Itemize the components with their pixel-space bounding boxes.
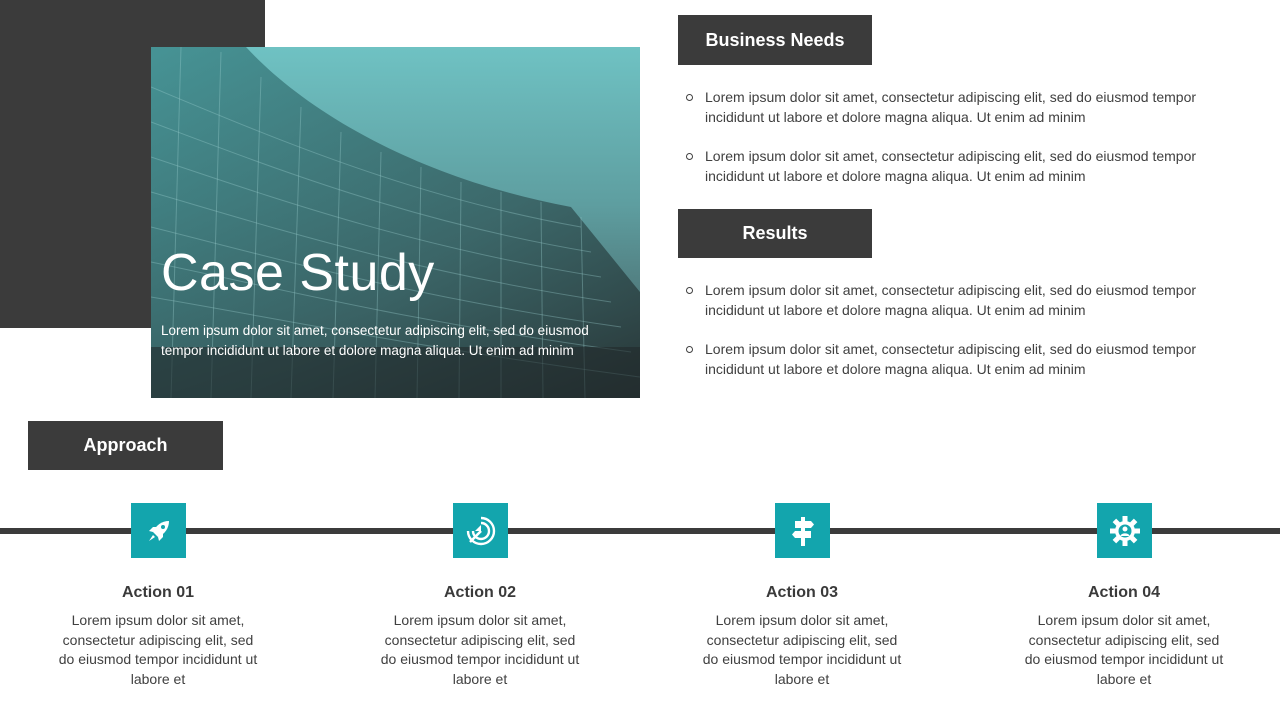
action-04-title: Action 04 (1087, 584, 1160, 601)
bullet-circle-icon (686, 94, 693, 101)
rocket-icon (131, 503, 186, 558)
target-arrow-icon (453, 503, 508, 558)
action-02-title: Action 02 (443, 584, 516, 601)
list-item: Lorem ipsum dolor sit amet, consectetur adipiscing elit, sed do eiusmod tempor incididunt ut labore et dolore magna aliqua. Ut enim ad minim (686, 147, 1231, 186)
action-04-text: Lorem ipsum dolor sit amet, consectetur adipiscing elit, sed do eiusmod tempor incididunt ut labore et (1024, 612, 1224, 687)
action-03-title: Action 03 (765, 584, 838, 601)
list-item: Lorem ipsum dolor sit amet, consectetur adipiscing elit, sed do eiusmod tempor incididunt ut labore et dolore magna aliqua. Ut enim ad minim (686, 281, 1231, 320)
action-03-text: Lorem ipsum dolor sit amet, consectetur adipiscing elit, sed do eiusmod tempor incididunt ut labore et (702, 612, 902, 687)
business-needs-label: Business Needs (678, 15, 872, 65)
bullet-circle-icon (686, 153, 693, 160)
results-label: Results (678, 209, 872, 258)
approach-label: Approach (28, 421, 223, 470)
signpost-icon (775, 503, 830, 558)
timeline-line (0, 528, 1280, 534)
action-02-text: Lorem ipsum dolor sit amet, consectetur adipiscing elit, sed do eiusmod tempor incididunt ut labore et (380, 612, 580, 687)
hero-title: Case Study (161, 244, 435, 302)
hero-image-panel (151, 47, 640, 398)
gear-icon (1097, 503, 1152, 558)
list-item: Lorem ipsum dolor sit amet, consectetur adipiscing elit, sed do eiusmod tempor incididunt ut labore et dolore magna aliqua. Ut enim ad minim (686, 88, 1231, 127)
bullet-circle-icon (686, 287, 693, 294)
action-01-text: Lorem ipsum dolor sit amet, consectetur adipiscing elit, sed do eiusmod tempor incididunt ut labore et (58, 612, 258, 687)
business-needs-list (686, 88, 1231, 206)
hero-description: Lorem ipsum dolor sit amet, consectetur adipiscing elit, sed do eiusmod tempor incididunt ut labore et dolore magna aliqua. Ut enim ad minim (161, 323, 589, 358)
bullet-circle-icon (686, 346, 693, 353)
results-list (686, 281, 1231, 399)
action-01-title: Action 01 (121, 584, 194, 601)
list-item: Lorem ipsum dolor sit amet, consectetur adipiscing elit, sed do eiusmod tempor incididunt ut labore et dolore magna aliqua. Ut enim ad minim (686, 340, 1231, 379)
